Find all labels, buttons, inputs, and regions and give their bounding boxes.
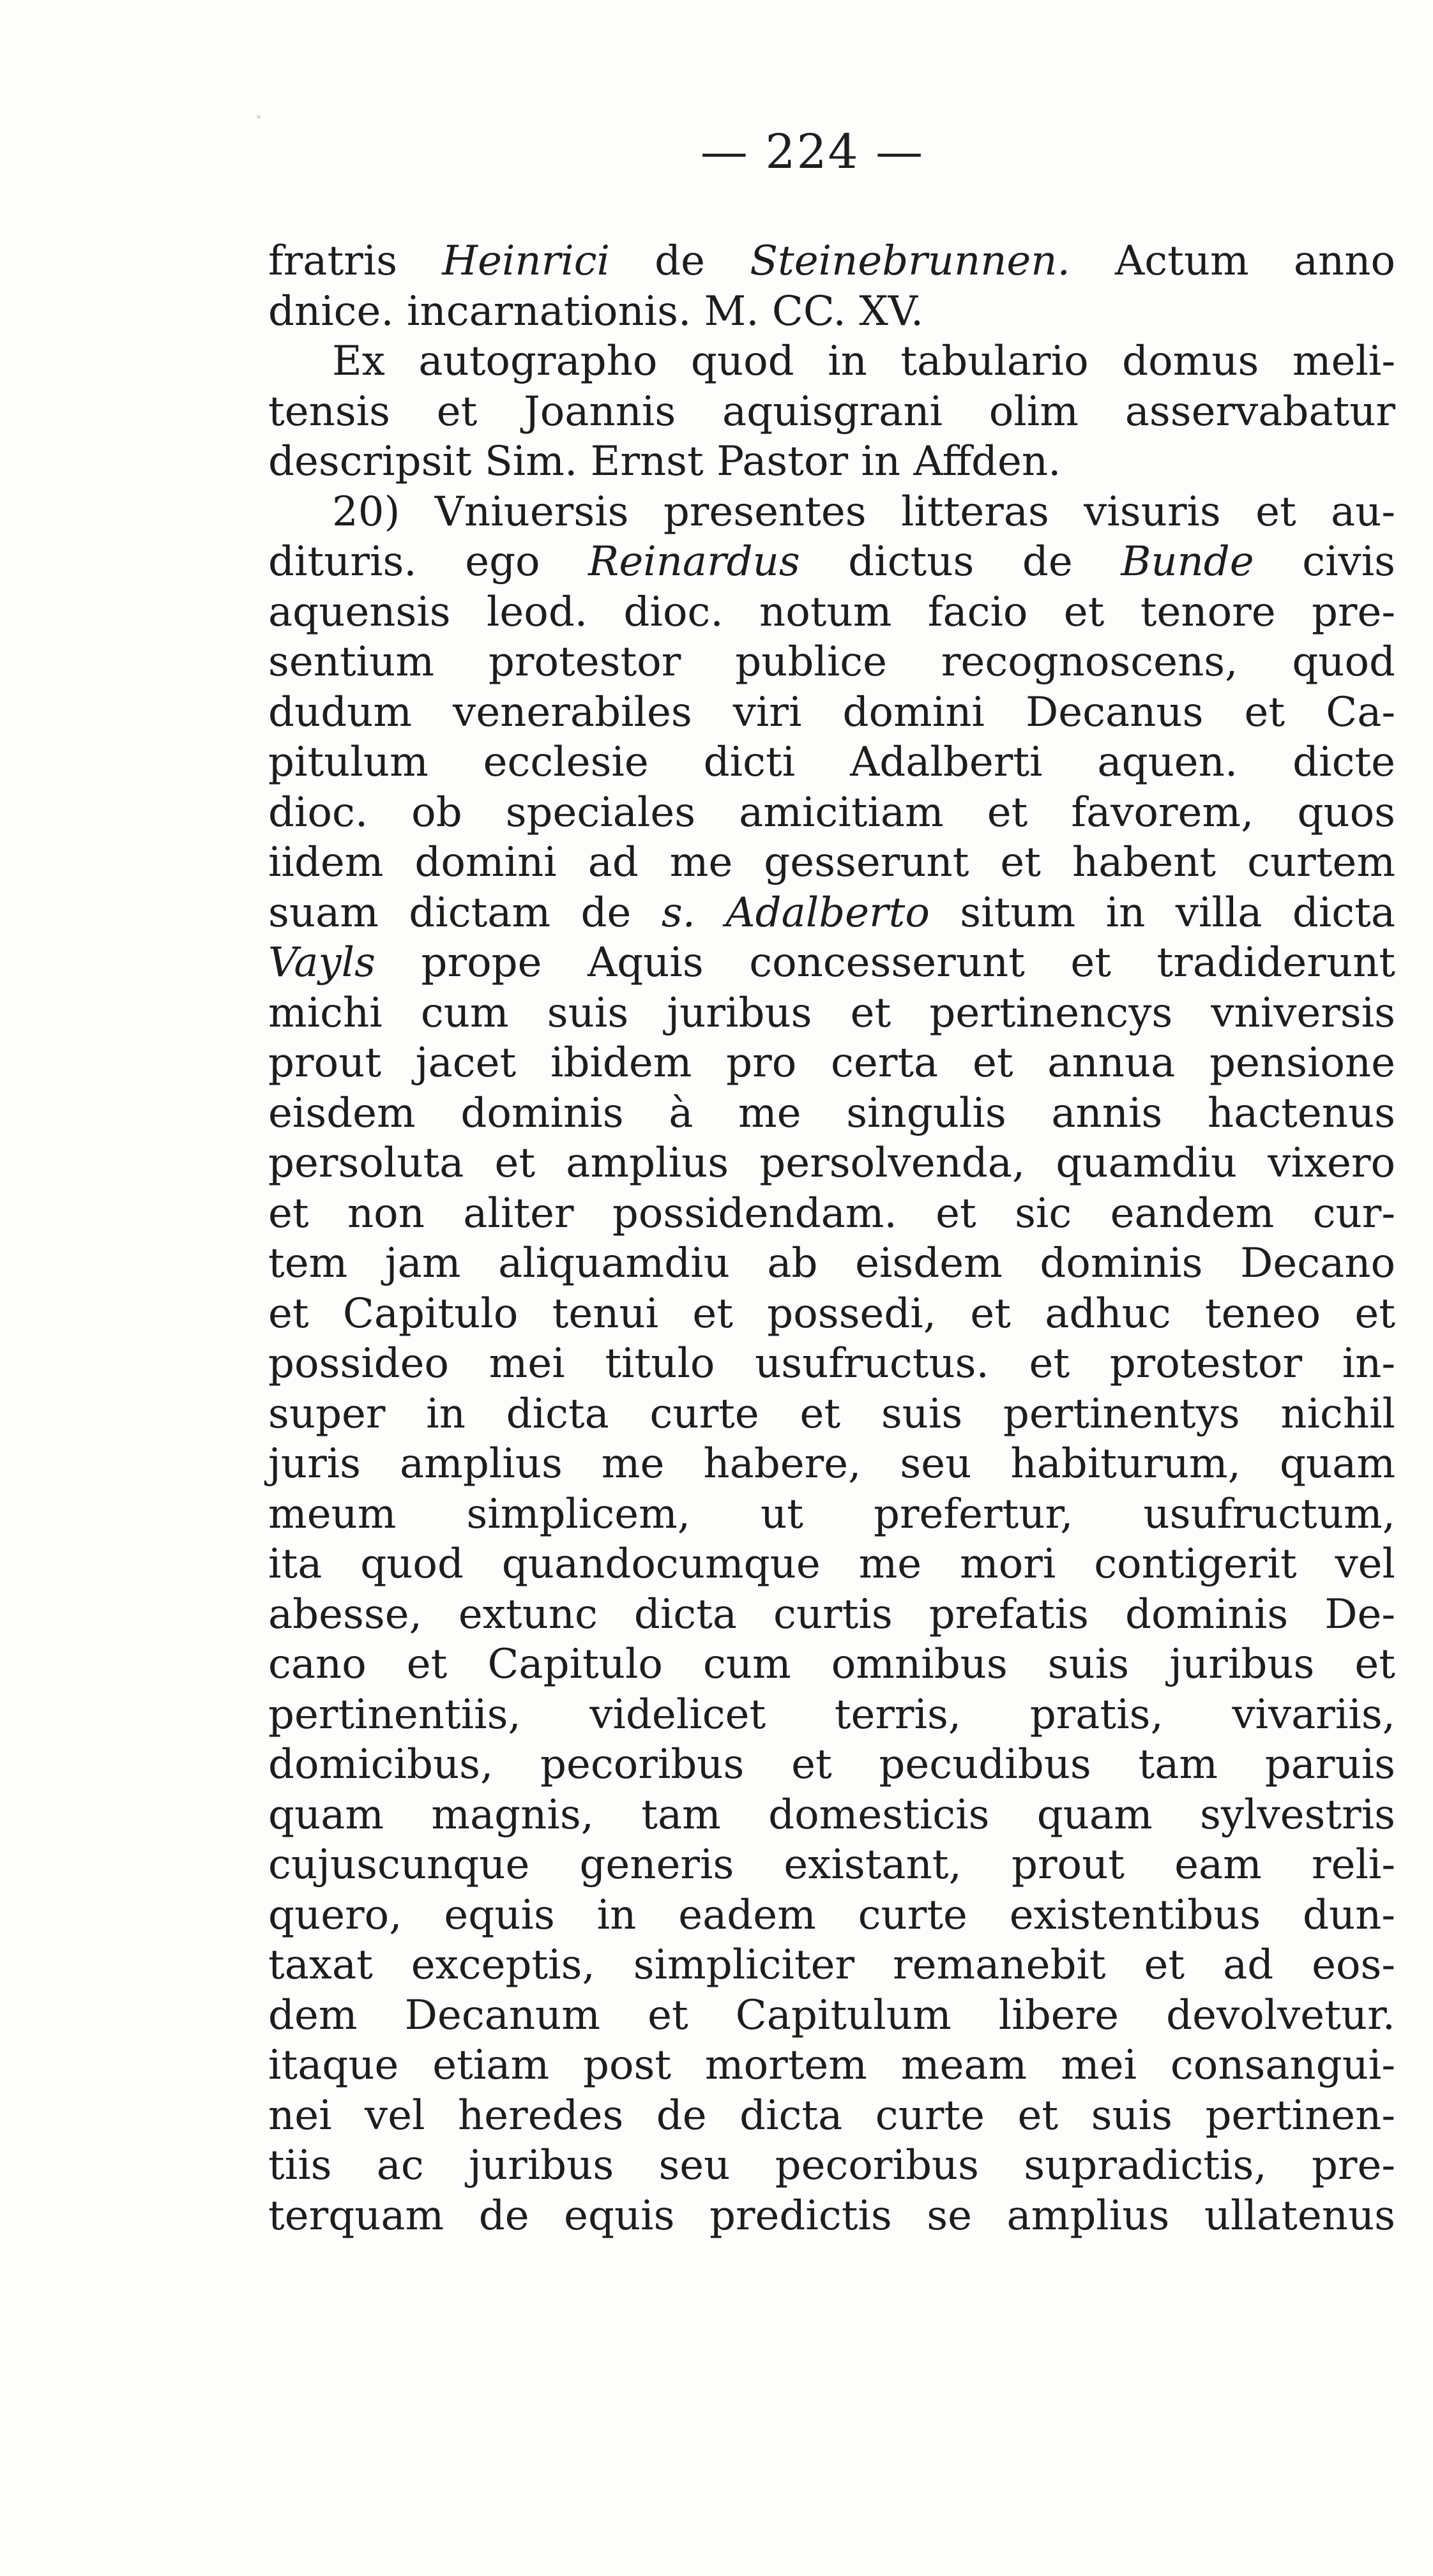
italic-text: Vayls [268, 939, 375, 986]
text-line [268, 1088, 1395, 1139]
text-line [268, 387, 1395, 437]
text-segment: super in dicta curte et suis pertinentys nichil [268, 1390, 1395, 1438]
text-segment: dioc. ob speciales amicitiam et favorem, quos [268, 788, 1395, 836]
text-segment: domicibus, pecoribus et pecudibus tam paruis [268, 1741, 1395, 1788]
text-line [268, 688, 1395, 738]
text-segment: Actum anno [1070, 237, 1396, 285]
text-segment: meum simplicem, ut prefertur, usufructum, [268, 1490, 1395, 1538]
text-line [268, 1940, 1395, 1991]
text-line [268, 2141, 1395, 2191]
italic-text: Steinebrunnen. [750, 237, 1070, 285]
text-line [268, 1690, 1395, 1740]
text-line [268, 1639, 1395, 1690]
text-line [268, 236, 1395, 287]
text-segment: eisdem dominis à me singulis annis hactenus [268, 1089, 1395, 1137]
text-line [268, 1991, 1395, 2041]
text-segment: juris amplius me habere, seu habiturum, quam [268, 1440, 1395, 1488]
italic-text: Reinardus [588, 538, 800, 585]
italic-text: Bunde [1121, 538, 1254, 585]
text-line [268, 587, 1395, 638]
text-segment: pitulum ecclesie dicti Adalberti aquen. dicte [268, 739, 1395, 786]
text-line [268, 1890, 1395, 1941]
text-segment: dem Decanum et Capitulum libere devolvetur. [268, 1991, 1395, 2039]
text-line [268, 1239, 1395, 1289]
text-segment: descripsit Sim. Ernst Pastor in Affden. [268, 438, 1061, 485]
text-segment: iidem domini ad me gesserunt et habent curtem [268, 839, 1395, 886]
text-segment: quero, equis in eadem curte existentibus dun- [268, 1891, 1395, 1939]
text-line [268, 1590, 1395, 1640]
text-segment: situm in villa dicta [929, 889, 1396, 937]
text-segment: possideo mei titulo usufructus. et protestor in- [268, 1340, 1395, 1387]
italic-text: s. Adalberto [661, 889, 930, 937]
text-segment: tiis ac juribus seu pecoribus supradictis, pre- [268, 2142, 1395, 2189]
text-line [268, 1189, 1395, 1239]
text-line [268, 1339, 1395, 1389]
text-segment: pertinentiis, videlicet terris, pratis, vivariis, [268, 1691, 1395, 1738]
text-segment: et Capitulo tenui et possedi, et adhuc teneo et [268, 1290, 1395, 1337]
italic-text: Heinrici [442, 237, 610, 285]
text-line [268, 1289, 1395, 1339]
text-line [268, 938, 1395, 988]
text-line [268, 788, 1395, 838]
text-segment: cujuscunque generis existant, prout eam reli- [268, 1841, 1395, 1888]
text-segment: itaque etiam post mortem meam mei consangui- [268, 2042, 1395, 2089]
text-line [268, 2040, 1395, 2091]
text-line [268, 2191, 1395, 2241]
text-segment: dudum venerabiles viri domini Decanus et Ca- [268, 688, 1395, 736]
text-segment: ita quod quandocumque me mori contigerit vel [268, 1540, 1395, 1588]
text-segment: michi cum suis juribus et pertinencys vniversis [268, 989, 1395, 1037]
text-line [268, 1389, 1395, 1440]
text-segment: persoluta et amplius persolvenda, quamdiu vixero [268, 1140, 1395, 1187]
text-line [268, 637, 1395, 688]
text-segment: et non aliter possidendam. et sic eandem cur- [268, 1189, 1395, 1237]
text-segment: nei vel heredes de dicta curte et suis pertinen- [268, 2091, 1395, 2139]
text-line [268, 888, 1395, 938]
text-segment: prout jacet ibidem pro certa et annua pensione [268, 1039, 1395, 1087]
text-segment: 20) Vniuersis presentes litteras visuris et au- [332, 488, 1395, 536]
text-segment: quam magnis, tam domesticis quam sylvestris [268, 1791, 1395, 1839]
text-segment: prope Aquis concesserunt et tradiderunt [375, 939, 1395, 986]
text-line [268, 437, 1395, 487]
text-segment: suam dictam de [268, 889, 662, 937]
text-line [268, 2091, 1395, 2141]
text-segment: dituris. ego [268, 538, 589, 585]
text-segment: taxat exceptis, simpliciter remanebit et ad eos- [268, 1941, 1395, 1989]
text-segment: terquam de equis predictis se amplius ullatenus [268, 2192, 1395, 2240]
text-line [268, 1489, 1395, 1540]
text-line [268, 487, 1395, 538]
text-line [268, 1138, 1395, 1189]
text-line [268, 988, 1395, 1039]
text-line [268, 336, 1395, 387]
text-segment: dnice. incarnationis. M. CC. XV. [268, 287, 924, 335]
text-line [268, 1038, 1395, 1088]
page-number: — 224 — [700, 124, 925, 179]
text-segment: abesse, extunc dicta curtis prefatis dominis De- [268, 1590, 1395, 1638]
text-line [268, 1740, 1395, 1790]
text-line [268, 1539, 1395, 1590]
text-segment: de [610, 237, 750, 285]
text-segment: cano et Capitulo cum omnibus suis juribus et [268, 1641, 1395, 1688]
text-segment: tem jam aliquamdiu ab eisdem dominis Decano [268, 1240, 1395, 1287]
text-line [268, 1439, 1395, 1489]
text-segment: tensis et Joannis aquisgrani olim asservabatur [268, 388, 1395, 435]
paper-speck [257, 115, 261, 119]
text-line [268, 287, 1395, 337]
text-segment: civis [1254, 538, 1395, 585]
text-segment: fratris [268, 237, 443, 285]
text-segment: sentium protestor publice recognoscens, quod [268, 638, 1395, 686]
text-line [268, 737, 1395, 788]
body-text [268, 236, 1395, 2241]
text-line [268, 537, 1395, 587]
text-line [268, 1790, 1395, 1841]
text-line [268, 1840, 1395, 1890]
text-segment: Ex autographo quod in tabulario domus meli- [332, 338, 1395, 385]
text-line [268, 838, 1395, 888]
text-segment: aquensis leod. dioc. notum facio et tenore pre- [268, 588, 1395, 636]
text-segment: dictus de [800, 538, 1121, 585]
